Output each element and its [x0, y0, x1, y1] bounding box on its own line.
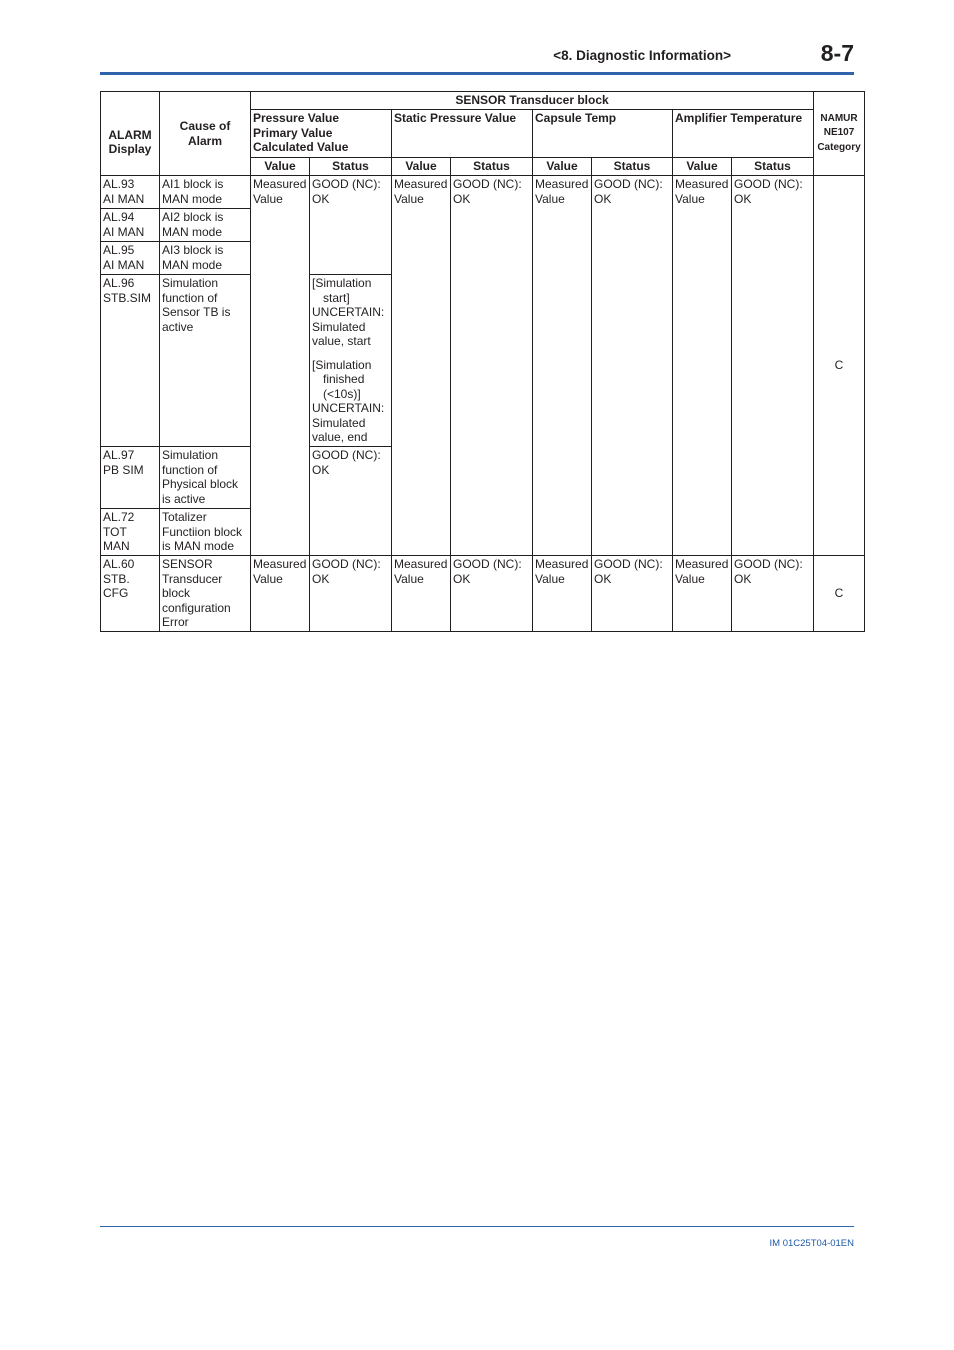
- static-pressure-status-cell: GOOD (NC): OK: [451, 176, 533, 556]
- alarm-code: AL.94 AI MAN: [101, 209, 160, 242]
- capsule-temp-status-cell: GOOD (NC): OK: [592, 556, 673, 632]
- value-header: Value: [251, 158, 310, 176]
- pressure-status-simulation: [Simulation start] UNCERTAIN: Simulated value, start [Simulation finished (<10s)] UNCERTAIN: Simulated value, end: [310, 275, 392, 447]
- static-pressure-value-cell: Measured Value: [392, 176, 451, 556]
- status-header: Status: [310, 158, 392, 176]
- document-id: IM 01C25T04-01EN: [769, 1238, 854, 1249]
- pressure-value-header: Pressure Value Primary Value Calculated Value: [251, 110, 392, 158]
- page-number: 8-7: [820, 40, 854, 66]
- status-header: Status: [592, 158, 673, 176]
- alarm-cause: Totalizer Functiion block is MAN mode: [160, 509, 251, 556]
- alarm-code: AL.72 TOT MAN: [101, 509, 160, 556]
- section-title: <8. Diagnostic Information>: [553, 48, 731, 63]
- alarm-display-header: ALARM Display: [101, 92, 160, 176]
- header-rule: [100, 72, 854, 75]
- capsule-temp-value-cell: Measured Value: [533, 556, 592, 632]
- status-header: Status: [451, 158, 533, 176]
- alarm-code: AL.96 STB.SIM: [101, 275, 160, 447]
- alarm-code: AL.60 STB. CFG: [101, 556, 160, 632]
- alarm-cause: AI1 block is MAN mode: [160, 176, 251, 209]
- pressure-status-cell: GOOD (NC): OK: [310, 176, 392, 275]
- pressure-value-cell: Measured Value: [251, 556, 310, 632]
- amplifier-temp-header: Amplifier Temperature: [673, 110, 814, 158]
- alarm-cause: AI3 block is MAN mode: [160, 242, 251, 275]
- status-header: Status: [732, 158, 814, 176]
- alarm-code: AL.95 AI MAN: [101, 242, 160, 275]
- alarm-cause: AI2 block is MAN mode: [160, 209, 251, 242]
- amplifier-temp-value-cell: Measured Value: [673, 176, 732, 556]
- pressure-status-cell: GOOD (NC): OK: [310, 447, 392, 556]
- table-row: [101, 556, 865, 632]
- static-pressure-status-cell: GOOD (NC): OK: [451, 556, 533, 632]
- alarm-cause: Simulation function of Sensor TB is active: [160, 275, 251, 447]
- value-header: Value: [673, 158, 732, 176]
- amplifier-temp-status-cell: GOOD (NC): OK: [732, 556, 814, 632]
- capsule-temp-header: Capsule Temp: [533, 110, 673, 158]
- namur-category: C: [814, 176, 865, 556]
- alarm-cause: Simulation function of Physical block is active: [160, 447, 251, 509]
- value-header: Value: [533, 158, 592, 176]
- static-pressure-header: Static Pressure Value: [392, 110, 533, 158]
- table-row: [101, 176, 865, 209]
- capsule-temp-value-cell: Measured Value: [533, 176, 592, 556]
- namur-category: C: [814, 556, 865, 632]
- namur-header: NAMUR NE107 Category: [814, 92, 865, 176]
- alarm-table: [100, 91, 865, 632]
- pressure-status-cell: GOOD (NC): OK: [310, 556, 392, 632]
- cause-header: Cause of Alarm: [160, 92, 251, 176]
- alarm-cause: SENSOR Transducer block configuration Error: [160, 556, 251, 632]
- sensor-tb-header: SENSOR Transducer block: [251, 92, 814, 110]
- footer-rule: [100, 1226, 854, 1227]
- value-header: Value: [392, 158, 451, 176]
- amplifier-temp-value-cell: Measured Value: [673, 556, 732, 632]
- pressure-value-cell: Measured Value: [251, 176, 310, 556]
- capsule-temp-status-cell: GOOD (NC): OK: [592, 176, 673, 556]
- static-pressure-value-cell: Measured Value: [392, 556, 451, 632]
- amplifier-temp-status-cell: GOOD (NC): OK: [732, 176, 814, 556]
- alarm-code: AL.93 AI MAN: [101, 176, 160, 209]
- alarm-code: AL.97 PB SIM: [101, 447, 160, 509]
